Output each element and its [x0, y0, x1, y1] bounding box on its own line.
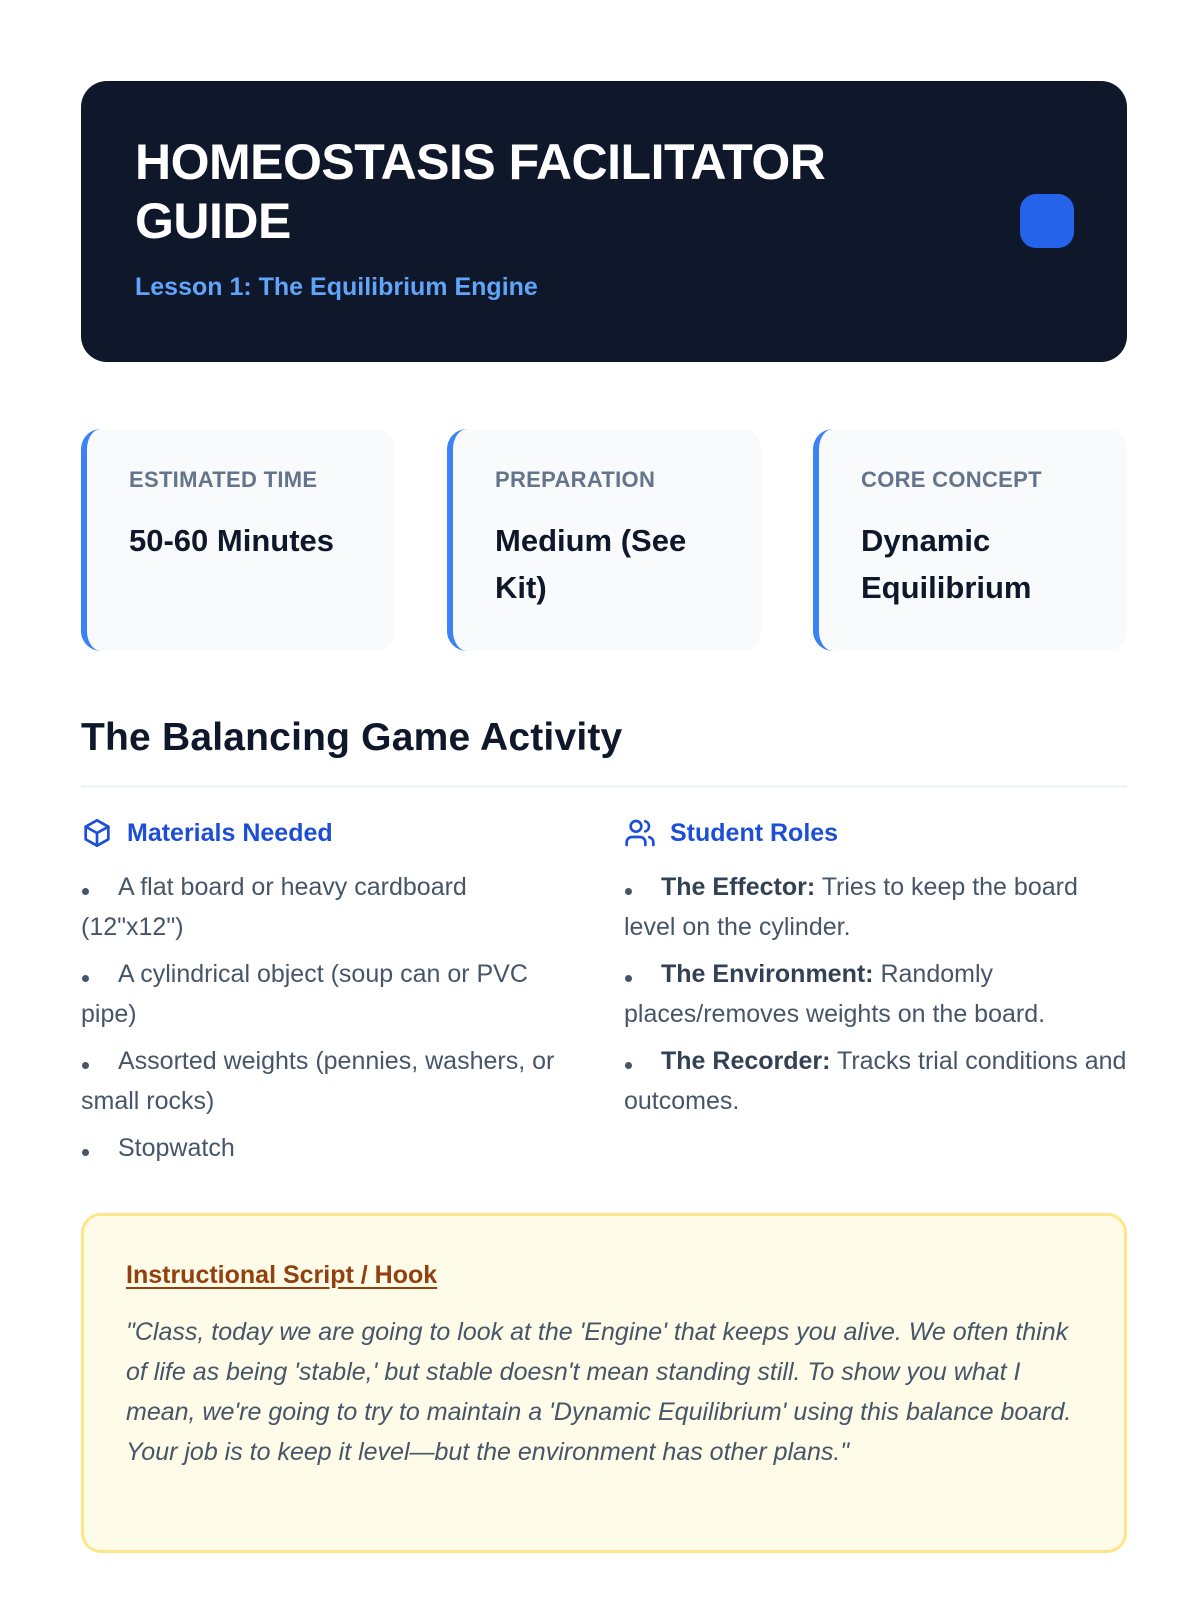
section-divider [81, 785, 1127, 788]
roles-column [624, 815, 1129, 1128]
lesson-subtitle: Lesson 1: The Equilibrium Engine [135, 273, 538, 301]
materials-column [81, 815, 571, 1175]
callout-text: "Class, today we are going to look at the 'Engine' that keeps you alive. We often think of life as being 'stable,' but stable doesn't mean standing still. To show you what I mean, we're going to try to maintain a 'Dynamic Equilibrium' using this balance board. Your job is to keep it level—but the environment has other plans." [126, 1318, 1072, 1466]
role-description: Randomly places/removes weights on the board. [624, 960, 1046, 1028]
list-item: Stopwatch [118, 1134, 235, 1162]
roles-list [624, 867, 1129, 1121]
role-description: Tracks trial conditions and outcomes. [624, 1047, 1127, 1115]
materials-list [81, 867, 571, 1168]
guide-header [81, 81, 1127, 362]
callout-title: Instructional Script / Hook [126, 1261, 438, 1289]
stat-label: CORE CONCEPT [861, 467, 1042, 492]
roles-heading-label: Student Roles [670, 818, 839, 847]
list-item: Assorted weights (pennies, washers, or small rocks) [81, 1047, 555, 1115]
stat-value: Medium (See Kit) [495, 523, 687, 605]
script-callout [81, 1213, 1127, 1553]
materials-heading [81, 815, 571, 851]
list-item [624, 867, 1129, 947]
stat-label: PREPARATION [495, 467, 656, 492]
list-item: A flat board or heavy cardboard (12"x12") [81, 873, 467, 941]
page-title: HOMEOSTASIS FACILITATOR GUIDE [135, 134, 826, 249]
stat-card-time [81, 429, 395, 651]
list-item [624, 954, 1129, 1034]
stat-card-concept [813, 429, 1127, 651]
users-icon [624, 817, 656, 849]
list-item: A cylindrical object (soup can or PVC pipe) [81, 960, 528, 1028]
stat-card-preparation [447, 429, 761, 651]
stat-label: ESTIMATED TIME [129, 467, 318, 492]
role-name: The Effector: [661, 873, 816, 901]
cube-icon [81, 817, 113, 849]
role-name: The Environment: [661, 960, 874, 988]
roles-heading [624, 815, 1129, 851]
list-item [624, 1041, 1129, 1121]
section-title: The Balancing Game Activity [81, 716, 623, 759]
role-description: Tries to keep the board level on the cylinder. [624, 873, 1078, 941]
materials-heading-label: Materials Needed [127, 818, 333, 847]
accent-square-icon [1020, 194, 1074, 248]
stat-value: 50-60 Minutes [129, 523, 335, 558]
stat-value: Dynamic Equilibrium [861, 523, 1032, 605]
role-name: The Recorder: [661, 1047, 831, 1075]
